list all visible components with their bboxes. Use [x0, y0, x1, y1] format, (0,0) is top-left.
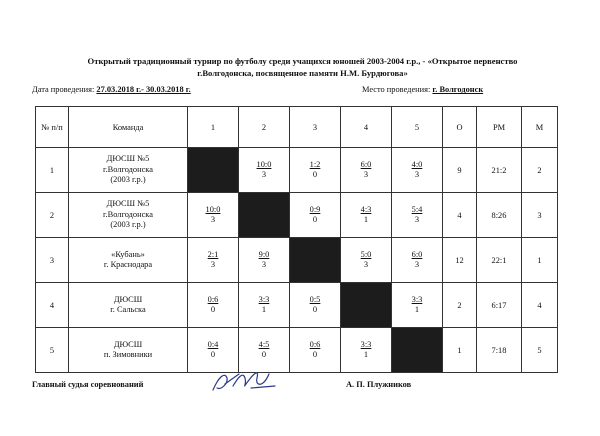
match-result-cell: [341, 328, 392, 373]
match-points: 3: [363, 260, 369, 269]
match-points: 3: [210, 215, 216, 224]
header-points: О: [443, 107, 477, 148]
table-header-row: [36, 107, 558, 148]
match-result-cell: [290, 328, 341, 373]
match-points: 3: [414, 260, 420, 269]
team-name-line: (2003 г.р.): [110, 175, 146, 185]
team-name-line: (2003 г.р.): [110, 220, 146, 230]
chief-referee-label: Главный судья соревнований: [32, 380, 144, 389]
match-score: 10:0: [256, 160, 272, 169]
goal-difference: 7:18: [477, 328, 522, 373]
date-value: 27.03.2018 г.- 30.03.2018 г.: [96, 85, 191, 94]
team-name-line: ДЮСШ: [113, 294, 143, 304]
results-table: [35, 106, 558, 373]
match-score: 4:0: [411, 160, 423, 169]
match-score: 3:3: [360, 340, 372, 349]
referee-name: А. П. Плужников: [346, 380, 412, 389]
match-points: 3: [414, 170, 420, 179]
match-result-cell: [239, 238, 290, 283]
match-score: 10:0: [205, 205, 221, 214]
match-result-cell: [392, 238, 443, 283]
header-game-3: 3: [290, 107, 341, 148]
header-place: М: [522, 107, 558, 148]
row-number: 3: [36, 238, 69, 283]
match-score: 0:4: [207, 340, 219, 349]
match-result-cell: [188, 193, 239, 238]
final-place: 4: [522, 283, 558, 328]
date-field: [32, 85, 191, 94]
team-name-line: «Кубань»: [111, 249, 145, 259]
match-score: 0:5: [309, 295, 321, 304]
match-result-cell: [392, 283, 443, 328]
match-score: 4:5: [258, 340, 270, 349]
match-score: 6:0: [360, 160, 372, 169]
total-points: 1: [443, 328, 477, 373]
title-line-1: Открытый традиционный турнир по футболу среди учащихся юношей 2003-2004 г.р., - «Открытое первенство: [87, 56, 518, 66]
team-name-line: г.Волгодонска: [103, 164, 153, 174]
match-points: 0: [312, 305, 318, 314]
match-score: 6:0: [411, 250, 423, 259]
final-place: 1: [522, 238, 558, 283]
team-name: [69, 238, 188, 283]
match-points: 1: [363, 350, 369, 359]
match-points: 0: [312, 350, 318, 359]
table-row: [36, 283, 558, 328]
match-result-cell: [341, 238, 392, 283]
team-name: [69, 328, 188, 373]
diagonal-cell: [341, 283, 392, 328]
signature-icon: [205, 364, 285, 400]
team-name-line: г.Волгодонска: [103, 209, 153, 219]
match-points: 0: [210, 305, 216, 314]
match-points: 3: [261, 170, 267, 179]
header-goals: РМ: [477, 107, 522, 148]
goal-difference: 6:17: [477, 283, 522, 328]
place-label: Место проведения:: [362, 85, 431, 94]
match-score: 3:3: [411, 295, 423, 304]
place-field: [362, 85, 483, 94]
match-score: 2:1: [207, 250, 219, 259]
goal-difference: 22:1: [477, 238, 522, 283]
header-game-5: 5: [392, 107, 443, 148]
table-row: [36, 193, 558, 238]
team-name: [69, 193, 188, 238]
match-result-cell: [341, 193, 392, 238]
date-label: Дата проведения:: [32, 85, 95, 94]
total-points: 12: [443, 238, 477, 283]
final-place: 3: [522, 193, 558, 238]
match-result-cell: [290, 283, 341, 328]
match-points: 3: [363, 170, 369, 179]
goal-difference: 8:26: [477, 193, 522, 238]
table-row: [36, 238, 558, 283]
match-result-cell: [341, 148, 392, 193]
match-result-cell: [392, 148, 443, 193]
team-name: [69, 283, 188, 328]
document-title: [30, 55, 575, 79]
match-points: 0: [261, 350, 267, 359]
match-score: 9:0: [258, 250, 270, 259]
diagonal-cell: [290, 238, 341, 283]
header-team: Команда: [69, 107, 188, 148]
match-result-cell: [290, 193, 341, 238]
match-points: 3: [414, 215, 420, 224]
match-points: 0: [312, 215, 318, 224]
final-place: 2: [522, 148, 558, 193]
match-points: 3: [261, 260, 267, 269]
row-number: 1: [36, 148, 69, 193]
match-score: 5:0: [360, 250, 372, 259]
goal-difference: 21:2: [477, 148, 522, 193]
row-number: 5: [36, 328, 69, 373]
team-name-line: ДЮСШ №5: [106, 199, 150, 209]
match-result-cell: [188, 238, 239, 283]
team-name-line: п. Зимовники: [103, 350, 153, 359]
match-result-cell: [188, 283, 239, 328]
diagonal-cell: [239, 193, 290, 238]
final-place: 5: [522, 328, 558, 373]
table-row: [36, 148, 558, 193]
match-result-cell: [392, 193, 443, 238]
team-name-line: ДЮСШ: [113, 339, 143, 349]
match-result-cell: [290, 148, 341, 193]
total-points: 4: [443, 193, 477, 238]
match-points: 1: [363, 215, 369, 224]
match-result-cell: [239, 148, 290, 193]
match-result-cell: [239, 283, 290, 328]
total-points: 9: [443, 148, 477, 193]
match-score: 5:4: [411, 205, 423, 214]
place-value: г. Волгодонск: [432, 85, 484, 94]
match-points: 0: [210, 350, 216, 359]
team-name: [69, 148, 188, 193]
match-score: 0:6: [207, 295, 219, 304]
row-number: 4: [36, 283, 69, 328]
row-number: 2: [36, 193, 69, 238]
table-row: [36, 328, 558, 373]
match-points: 1: [414, 305, 420, 314]
match-score: 3:3: [258, 295, 270, 304]
total-points: 2: [443, 283, 477, 328]
header-num: № п/п: [36, 107, 69, 148]
team-name-line: ДЮСШ №5: [106, 154, 150, 164]
match-score: 0:6: [309, 340, 321, 349]
match-points: 0: [312, 170, 318, 179]
title-line-2: г.Волгодонска, посвященное памяти Н.М. Бурдюгова»: [197, 68, 408, 78]
match-score: 0:9: [309, 205, 321, 214]
match-points: 3: [210, 260, 216, 269]
team-name-line: г. Краснодара: [103, 260, 153, 269]
diagonal-cell: [392, 328, 443, 373]
match-score: 4:3: [360, 205, 372, 214]
team-name-line: г. Сальска: [110, 305, 146, 314]
header-game-2: 2: [239, 107, 290, 148]
match-score: 1:2: [309, 160, 321, 169]
header-game-4: 4: [341, 107, 392, 148]
header-game-1: 1: [188, 107, 239, 148]
match-points: 1: [261, 305, 267, 314]
diagonal-cell: [188, 148, 239, 193]
